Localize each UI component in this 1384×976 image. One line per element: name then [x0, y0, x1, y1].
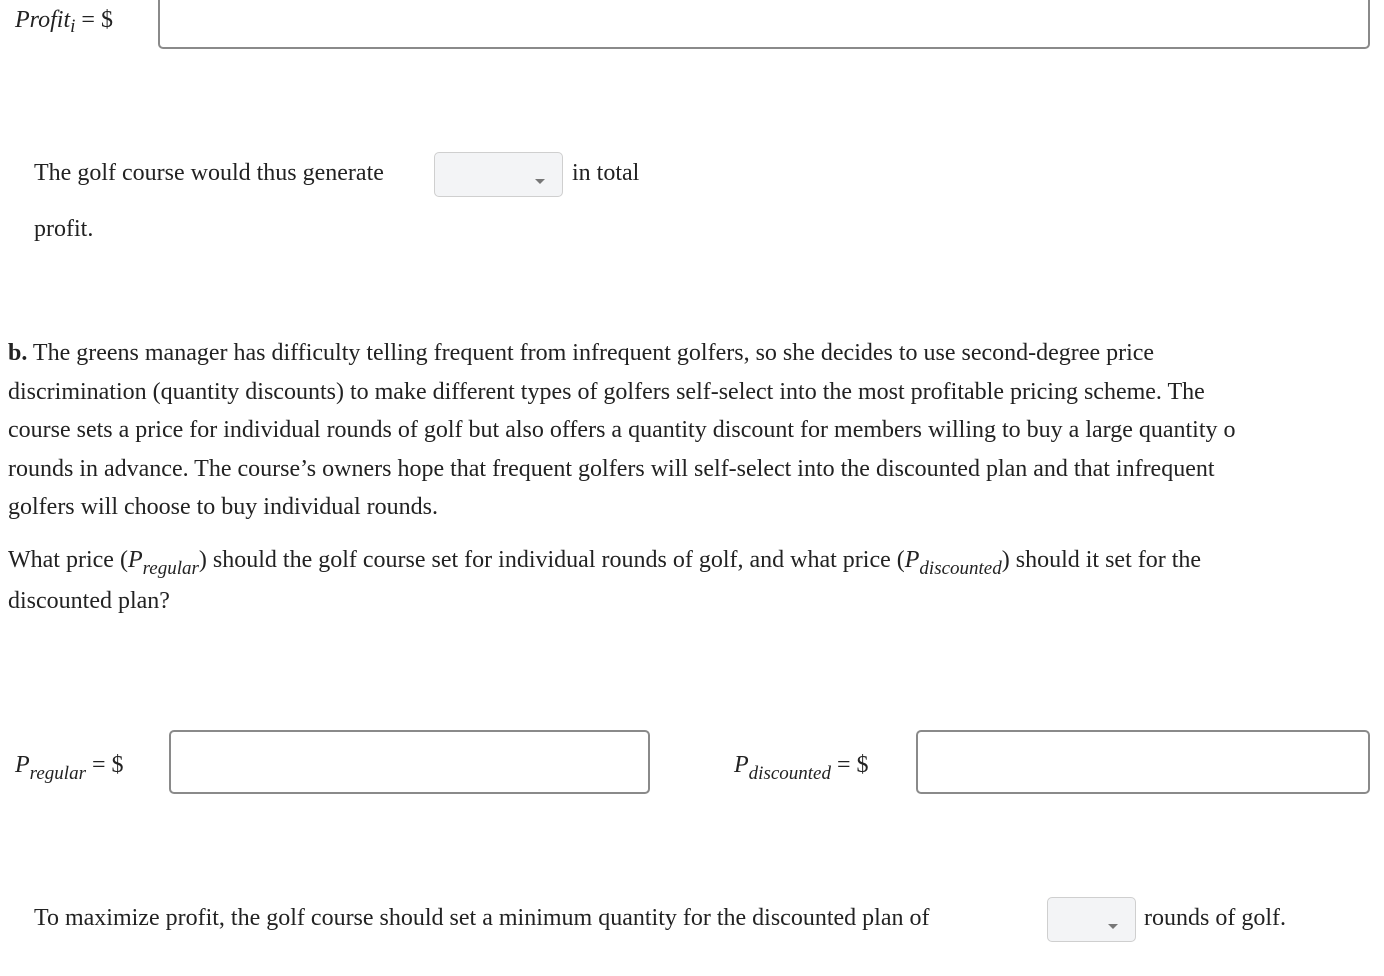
- profit-input[interactable]: [158, 0, 1370, 49]
- part-b-line-1-text: The greens manager has difficulty telling frequent from infrequent golfers, so she decides to use second-degree price: [27, 340, 1155, 366]
- part-b-line-3: course sets a price for individual rounds of golf but also offers a quantity discount for members willing to buy a large quantity o: [8, 417, 1236, 443]
- total-profit-dropdown[interactable]: [434, 152, 563, 197]
- discounted-price-var: P: [734, 752, 749, 778]
- profit-label: [15, 7, 113, 37]
- total-profit-text-after: in total: [572, 160, 640, 186]
- question-part3: ) should it set for the: [1001, 547, 1202, 573]
- question-p1-var: P: [127, 547, 143, 573]
- question-line-2: discounted plan?: [8, 587, 170, 614]
- discounted-price-equals: = $: [837, 752, 869, 778]
- regular-price-input[interactable]: [169, 730, 650, 794]
- question-line-1: [8, 541, 1384, 582]
- question-paragraph: [8, 541, 1384, 620]
- part-b-label: b.: [8, 340, 28, 366]
- part-b-line-1: [8, 334, 1384, 373]
- profit-equals: = $: [81, 7, 113, 33]
- part-b-line-4: rounds in advance. The course’s owners hope that frequent golfers will self-select into the discounted plan and that infrequent: [8, 455, 1215, 482]
- min-quantity-text-after: rounds of golf.: [1144, 905, 1286, 931]
- total-profit-text-line2: profit.: [34, 216, 94, 242]
- regular-price-equals: = $: [91, 752, 124, 778]
- part-b-paragraph: [8, 334, 1384, 527]
- regular-price-sub: regular: [29, 763, 86, 784]
- profit-var: Profit: [15, 7, 71, 33]
- part-b-line-5: golfers will choose to buy individual rounds.: [8, 494, 438, 520]
- total-profit-text-before: The golf course would thus generate: [34, 160, 384, 186]
- question-part2: ) should the golf course set for individual rounds of golf, and what price (: [198, 547, 905, 573]
- question-p2-var: P: [904, 547, 920, 573]
- part-b-line-2: discrimination (quantity discounts) to make different types of golfers self-select into the most profitable pricing scheme. The: [8, 378, 1205, 405]
- chevron-down-icon: [1108, 924, 1118, 929]
- discounted-price-input[interactable]: [916, 730, 1370, 794]
- discounted-price-label: [734, 752, 869, 784]
- regular-price-var: P: [15, 752, 30, 778]
- min-quantity-dropdown[interactable]: [1047, 897, 1136, 942]
- min-quantity-text-before: To maximize profit, the golf course should set a minimum quantity for the discounted plan of: [34, 905, 930, 931]
- regular-price-label: [15, 752, 124, 784]
- question-part1: What price (: [8, 547, 128, 573]
- profit-subscript: i: [70, 16, 76, 37]
- discounted-price-sub: discounted: [748, 763, 831, 784]
- question-p1-sub: regular: [142, 558, 199, 579]
- question-p2-sub: discounted: [919, 558, 1002, 579]
- chevron-down-icon: [535, 179, 545, 184]
